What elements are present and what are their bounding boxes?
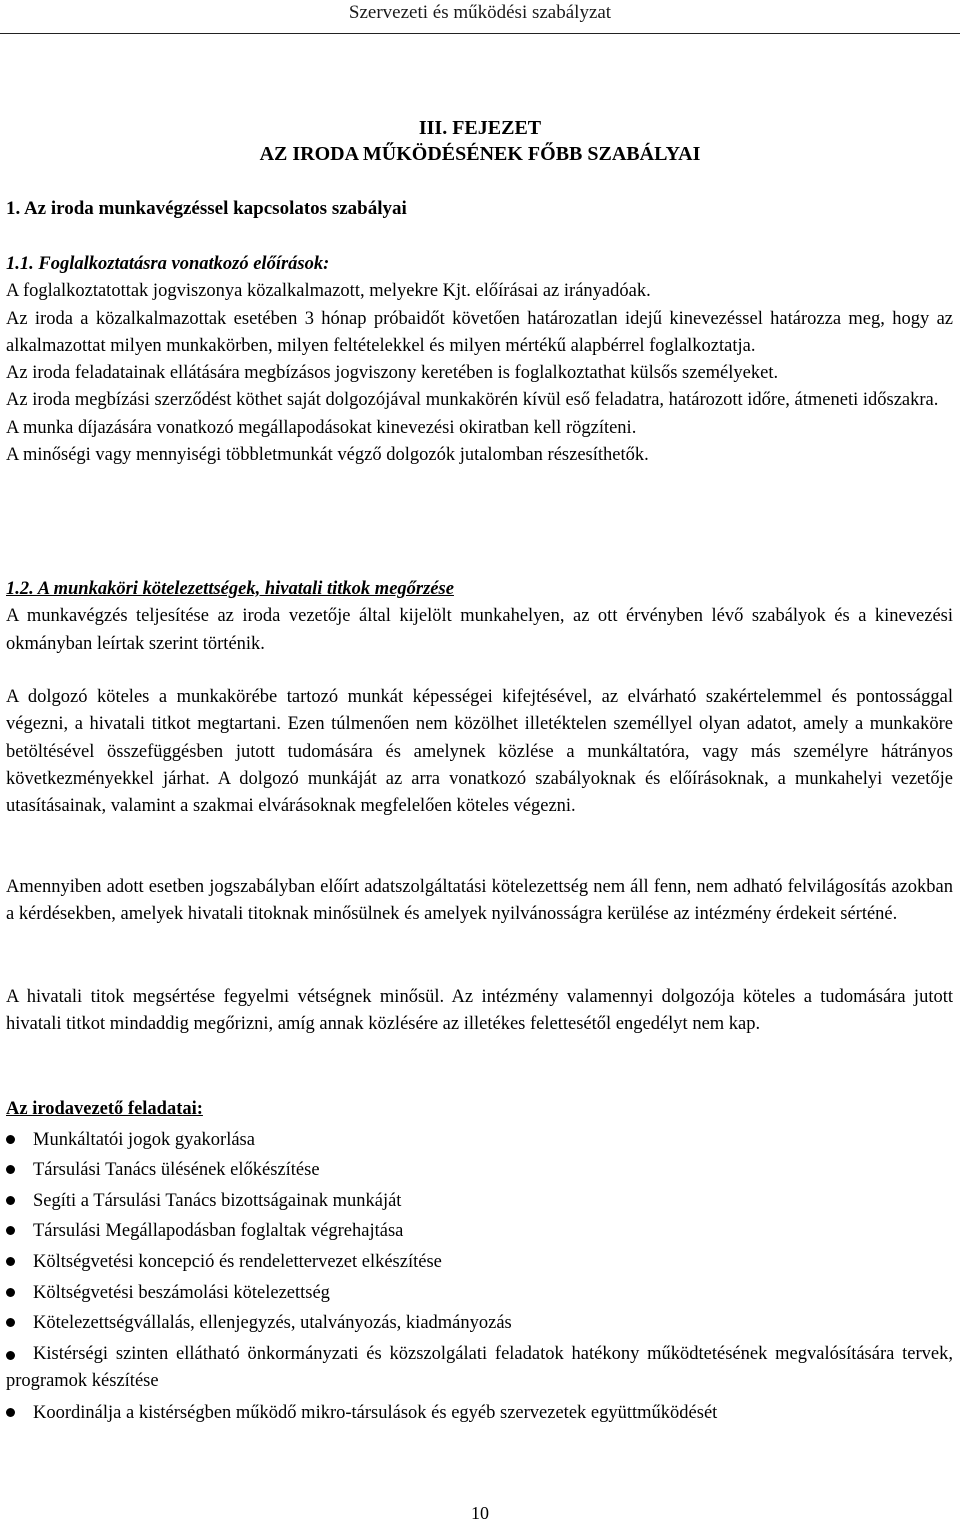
page-number: 10 (471, 1503, 489, 1523)
list-item: Koordinálja a kistérségben működő mikro-társulások és egyéb szervezetek együttműködését (6, 1398, 953, 1429)
bullet-icon (6, 1288, 15, 1297)
section-1-1 (6, 251, 953, 469)
paragraph: A hivatali titok megsértése fegyelmi vétségnek minősül. Az intézmény valamennyi dolgozója köteles a tudomására jutott hivatali titkot mindaddig megőrizni, amíg annak közlésére az illetékes felettesétől engedélyt nem kap. (6, 987, 953, 1035)
chapter-heading (0, 115, 960, 167)
list-item: Társulási Tanács ülésének előkészítése (6, 1155, 953, 1186)
duties-heading: Az irodavezető feladatai: (6, 1099, 203, 1119)
paragraph: A dolgozó köteles a munkakörébe tartozó munkát képességei kifejtésével, az elvárható szakértelemmel és pontossággal végezni, a hivatali titkot megtartani. Ezen túlmenően nem közölhet illetéktelen személlyel olyan adatot, amely a munkaköre betöltésével összefüggésben jutott tudomására és amelynek közlése a munkáltatóra, vagy más személyre hátrányos következményekkel járhat. A dolgozó munkáját az arra vonatkozó szabályoknak és előírásoknak, a munkahelyi vezetője utasításainak, valamint a szakmai elvárásoknak megfelelően köteles végezni. (6, 687, 953, 817)
list-item: Költségvetési beszámolási kötelezettség (6, 1278, 953, 1309)
list-item: Segíti a Társulási Tanács bizottságainak munkáját (6, 1186, 953, 1217)
bullet-icon (6, 1351, 15, 1360)
header-divider (0, 33, 960, 34)
duties-section (6, 1094, 953, 1428)
paragraph: Amennyiben adott esetben jogszabályban előírt adatszolgáltatási kötelezettség nem áll fenn, nem adható felvilágosítás azokban a kérdésekben, amelyek hivatali titoknak minősülnek és amelyek nyilvánosságra kerülése az intézmény érdekeit sérténé. (6, 877, 953, 925)
running-header: Szervezeti és működési szabályzat (348, 2, 612, 23)
section-1-2 (6, 576, 953, 658)
duties-list (6, 1125, 953, 1429)
subsection-heading: 1.2. A munkaköri kötelezettségek, hivatali titkok megőrzése (6, 579, 454, 599)
paragraph: A munkavégzés teljesítése az iroda vezetője által kijelölt munkahelyen, az ott érvényben lévő szabályok és a kinevezési okmányban leírtak szerint történik. (6, 606, 953, 654)
list-item: Kistérségi szinten ellátható önkormányzati és közszolgálati feladatok hatékony működtetésének megvalósítására tervek, programok készítése (6, 1343, 953, 1392)
bullet-icon (6, 1135, 15, 1144)
chapter-number: III. FEJEZET (418, 117, 542, 139)
bullet-icon (6, 1165, 15, 1174)
paragraph: Az iroda megbízási szerződést köthet saját dolgozójával munkakörén kívül eső feladatra, határozott időre, átmeneti időszakra. (6, 390, 939, 411)
bullet-icon (6, 1226, 15, 1235)
paragraph: A minőségi vagy mennyiségi többletmunkát végző dolgozók jutalomban részesíthetők. (6, 445, 649, 466)
paragraph: Az iroda feladatainak ellátására megbízásos jogviszony keretében is foglalkoztathat külsős személyeket. (6, 363, 779, 384)
chapter-title: AZ IRODA MŰKÖDÉSÉNEK FŐBB SZABÁLYAI (259, 143, 701, 165)
bullet-icon (6, 1257, 15, 1266)
bullet-icon (6, 1408, 15, 1417)
paragraph-block (6, 874, 953, 929)
bullet-icon (6, 1196, 15, 1205)
paragraph: A foglalkoztatottak jogviszonya közalkalmazott, melyekre Kjt. előírásai az irányadóak. (6, 281, 651, 302)
subsection-heading: 1.1. Foglalkoztatásra vonatkozó előírások: (6, 254, 330, 274)
list-item: Kötelezettségvállalás, ellenjegyzés, utalványozás, kiadmányozás (6, 1308, 953, 1339)
paragraph: A munka díjazására vonatkozó megállapodásokat kinevezési okiratban kell rögzíteni. (6, 417, 637, 438)
bullet-icon (6, 1318, 15, 1327)
list-item: Társulási Megállapodásban foglaltak végrehajtása (6, 1216, 953, 1247)
list-item: Költségvetési koncepció és rendelettervezet elkészítése (6, 1247, 953, 1278)
paragraph-block (6, 984, 953, 1039)
list-item: Munkáltatói jogok gyakorlása (6, 1125, 953, 1156)
section-heading: 1. Az iroda munkavégzéssel kapcsolatos szabályai (6, 198, 407, 219)
paragraph: Az iroda a közalkalmazottak esetében 3 hónap próbaidőt követően határozatlan idejű kinevezéssel határozza meg, hogy az alkalmazottat milyen munkakörben, milyen feltételekkel és milyen mértékű alapbérrel foglalkoztatja. (6, 308, 953, 356)
paragraph-block (6, 684, 953, 820)
